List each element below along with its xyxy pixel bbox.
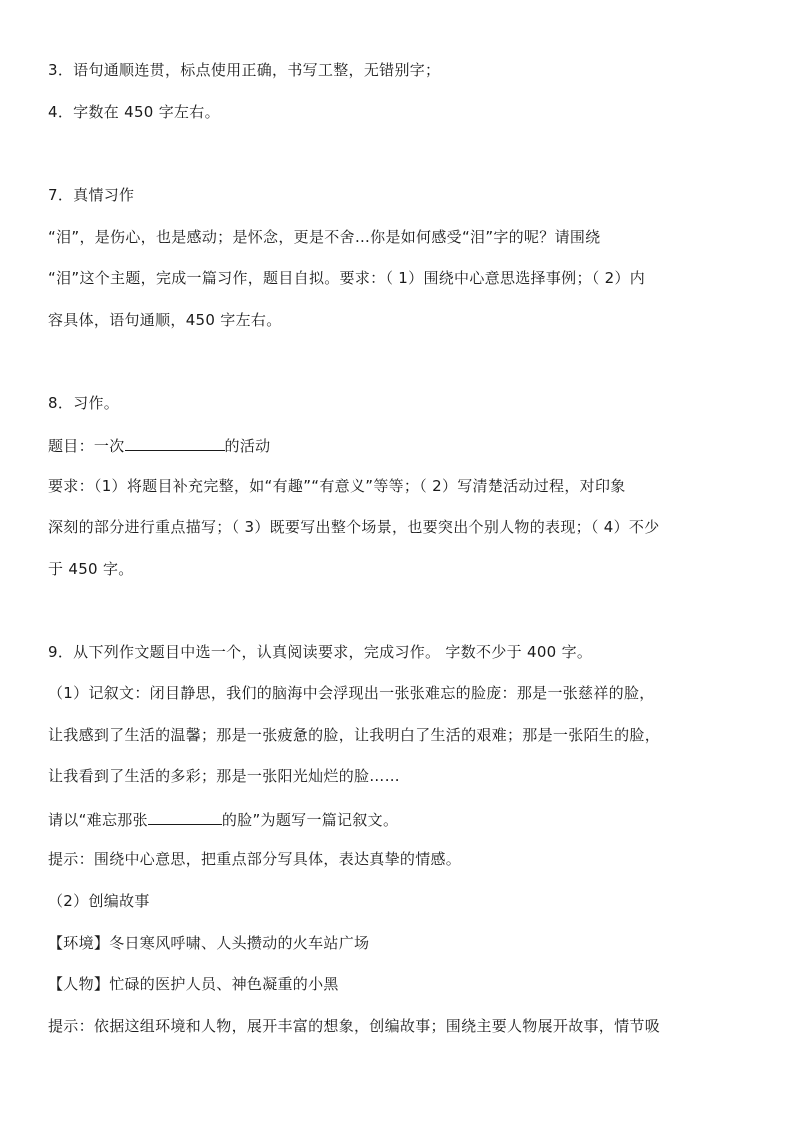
q8-topic — [48, 434, 748, 456]
q7-paragraph-line-3: 容具体，语句通顺，450 字左右。 — [48, 311, 282, 329]
q9-option1-line-1: （1）记叙文：闭目静思，我们的脑海中会浮现出一张张难忘的脸庞：那是一张慈祥的脸， — [48, 684, 655, 702]
q8-topic-prefix: 题目：一次 — [48, 437, 125, 455]
q9-option1-prompt — [48, 808, 748, 830]
q9-prompt-blank — [148, 808, 222, 825]
requirement-3: 3．语句通顺连贯，标点使用正确，书写工整，无错别字； — [48, 61, 441, 79]
q7-paragraph-line-1: “泪”，是伤心，也是感动；是怀念，更是不舍…你是如何感受“泪”字的呢？请围绕 — [48, 228, 601, 246]
q9-option2-hint: 提示：依据这组环境和人物，展开丰富的想象，创编故事；围绕主要人物展开故事，情节吸 — [48, 1017, 661, 1035]
q9-prompt-suffix: 的脸”为题写一篇记叙文。 — [221, 811, 399, 829]
q7-title: 7．真情习作 — [48, 186, 135, 204]
requirement-4: 4．字数在 450 字左右。 — [48, 103, 220, 121]
q8-requirement-line-3: 于 450 字。 — [48, 560, 134, 578]
q9-prompt-prefix: 请以“难忘那张 — [48, 811, 148, 829]
q9-option2-people: 【人物】忙碌的医护人员、神色凝重的小黑 — [48, 975, 339, 993]
q9-option2-title: （2）创编故事 — [48, 892, 150, 910]
q8-requirement-line-2: 深刻的部分进行重点描写；（ 3）既要写出整个场景，也要突出个别人物的表现；（ 4）不少 — [48, 518, 660, 536]
q8-requirement-line-1: 要求：（1）将题目补充完整，如“有趣”“有意义”等等；（ 2）写清楚活动过程，对印象 — [48, 477, 626, 495]
q9-option1-line-3: 让我看到了生活的多彩；那是一张阳光灿烂的脸…… — [48, 767, 400, 785]
q8-topic-blank — [125, 434, 225, 451]
q7-paragraph-line-2: “泪”这个主题，完成一篇习作，题目自拟。要求：（ 1）围绕中心意思选择事例；（ 2）内 — [48, 269, 646, 287]
q9-option2-environment: 【环境】冬日寒风呼啸、人头攒动的火车站广场 — [48, 934, 370, 952]
q8-title: 8．习作。 — [48, 394, 120, 412]
q9-title: 9．从下列作文题目中选一个，认真阅读要求，完成习作。 字数不少于 400 字。 — [48, 643, 593, 661]
q8-topic-suffix: 的活动 — [224, 437, 271, 455]
q9-option1-line-2: 让我感到了生活的温馨；那是一张疲惫的脸，让我明白了生活的艰难；那是一张陌生的脸， — [48, 726, 661, 744]
q9-option1-hint: 提示：围绕中心意思，把重点部分写具体，表达真挚的情感。 — [48, 850, 462, 868]
